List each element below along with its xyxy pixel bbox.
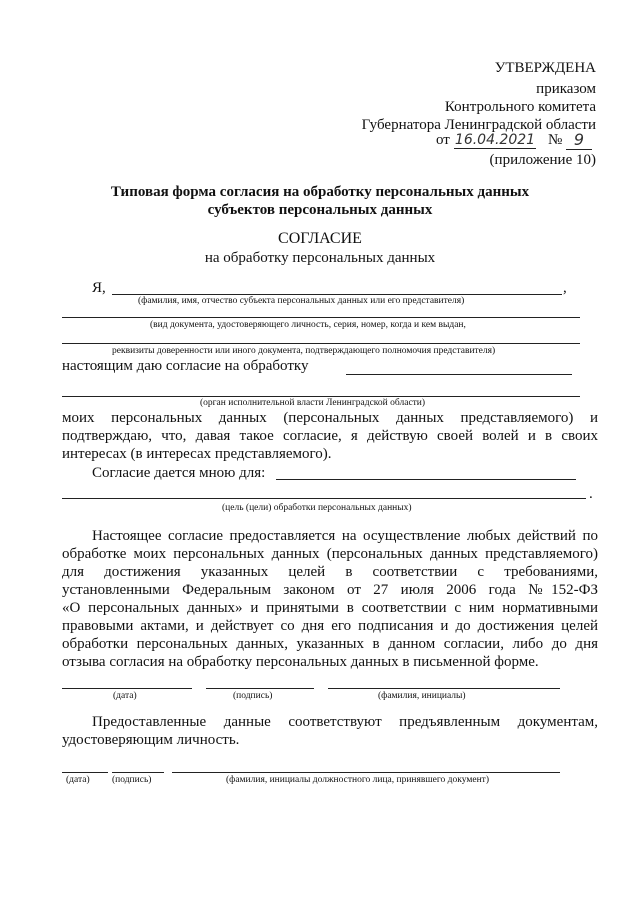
name-field-comma: , bbox=[563, 280, 567, 296]
proxy-field-line[interactable] bbox=[62, 343, 580, 344]
sig2-name-caption: (фамилия, инициалы должностного лица, принявшего документ) bbox=[226, 775, 489, 785]
approval-line-1: приказом bbox=[536, 81, 596, 97]
paragraph-3-line-1: Предоставленные данные соответствуют предъявленным документам, bbox=[92, 714, 598, 730]
caption-document: (вид документа, удостоверяющего личность, серия, номер, когда и кем выдан, bbox=[150, 320, 466, 330]
paragraph-2-line-6: правовыми актами, и действует со дня его подписания и до достижения целей bbox=[62, 618, 598, 634]
sig1-date-caption: (дата) bbox=[113, 691, 137, 701]
document-field-line[interactable] bbox=[62, 317, 580, 318]
sig2-signature-line[interactable] bbox=[112, 772, 164, 773]
paragraph-2-line-7: обработки персональных данных, указанных в данном согласии, либо до дня bbox=[62, 636, 598, 652]
sig2-date-caption: (дата) bbox=[66, 775, 90, 785]
caption-authority: (орган исполнительной власти Ленинградской области) bbox=[200, 398, 426, 408]
purpose-label: Согласие дается мною для: bbox=[92, 465, 266, 481]
paragraph-1-line-2: подтверждаю, что, давая такое согласие, я действую своей волей и в своих bbox=[62, 428, 598, 444]
processing-body-line[interactable] bbox=[346, 374, 572, 375]
paragraph-2-line-2: обработке моих персональных данных (персональных данных представляемого) bbox=[62, 546, 598, 562]
i-label: Я, bbox=[92, 280, 106, 296]
sig1-name-caption: (фамилия, инициалы) bbox=[378, 691, 466, 701]
approval-line-3: Губернатора Ленинградской области bbox=[361, 117, 596, 133]
paragraph-3-line-2: удостоверяющим личность. bbox=[62, 732, 240, 748]
authority-field-line[interactable] bbox=[62, 396, 580, 397]
paragraph-1-line-3: интересах (в интересах представляемого). bbox=[62, 446, 332, 462]
sig1-name-line[interactable] bbox=[328, 688, 560, 689]
caption-name: (фамилия, имя, отчество субъекта персональных данных или его представителя) bbox=[138, 296, 465, 306]
form-heading-line-2: субъектов персональных данных bbox=[207, 202, 433, 218]
sig1-signature-line[interactable] bbox=[206, 688, 314, 689]
paragraph-1-line-1: моих персональных данных (персональных данных представляемого) и bbox=[62, 410, 598, 426]
sig1-date-line[interactable] bbox=[62, 688, 192, 689]
paragraph-2-line-4: установленными Федеральным законом от 27 июля 2006 года №152-ФЗ bbox=[62, 582, 598, 598]
form-heading-line-1: Типовая форма согласия на обработку персональных данных bbox=[110, 184, 530, 200]
approval-line-2: Контрольного комитета bbox=[444, 99, 596, 115]
from-label: от bbox=[436, 132, 450, 148]
name-field-line[interactable] bbox=[112, 294, 562, 295]
sig2-signature-caption: (подпись) bbox=[112, 775, 152, 785]
approval-date-number-row bbox=[436, 132, 596, 152]
consent-label: настоящим даю согласие на обработку bbox=[62, 358, 309, 374]
paragraph-2-line-8: отзыва согласия на обработку персональных данных в письменной форме. bbox=[62, 654, 539, 670]
purpose-period: . bbox=[589, 486, 593, 502]
number-label: № bbox=[548, 132, 563, 148]
sig2-date-line[interactable] bbox=[62, 772, 108, 773]
paragraph-2-line-1: Настоящее согласие предоставляется на осуществление любых действий по bbox=[92, 528, 598, 544]
caption-proxy: реквизиты доверенности или иного документа, подтверждающего полномочия представителя) bbox=[112, 346, 496, 356]
paragraph-2-line-5: «О персональных данных» и принятыми в соответствии с ним нормативными bbox=[62, 600, 598, 616]
consent-title: СОГЛАСИЕ bbox=[278, 230, 362, 247]
caption-purpose: (цель (цели) обработки персональных данных) bbox=[222, 503, 412, 513]
sig1-signature-caption: (подпись) bbox=[233, 691, 273, 701]
paragraph-2-line-3: для достижения указанных целей в соответствии с требованиями, bbox=[62, 564, 598, 580]
approval-title: УТВЕРЖДЕНА bbox=[494, 60, 596, 76]
sig2-name-line[interactable] bbox=[172, 772, 560, 773]
consent-subtitle: на обработку персональных данных bbox=[204, 250, 436, 266]
approval-date-handwritten: 16.04.2021 bbox=[454, 132, 536, 148]
purpose-field-line-2[interactable] bbox=[62, 498, 586, 499]
purpose-field-line-1[interactable] bbox=[276, 479, 576, 480]
approval-appendix: (приложение 10) bbox=[489, 152, 596, 168]
approval-number-handwritten: 9 bbox=[566, 130, 592, 150]
